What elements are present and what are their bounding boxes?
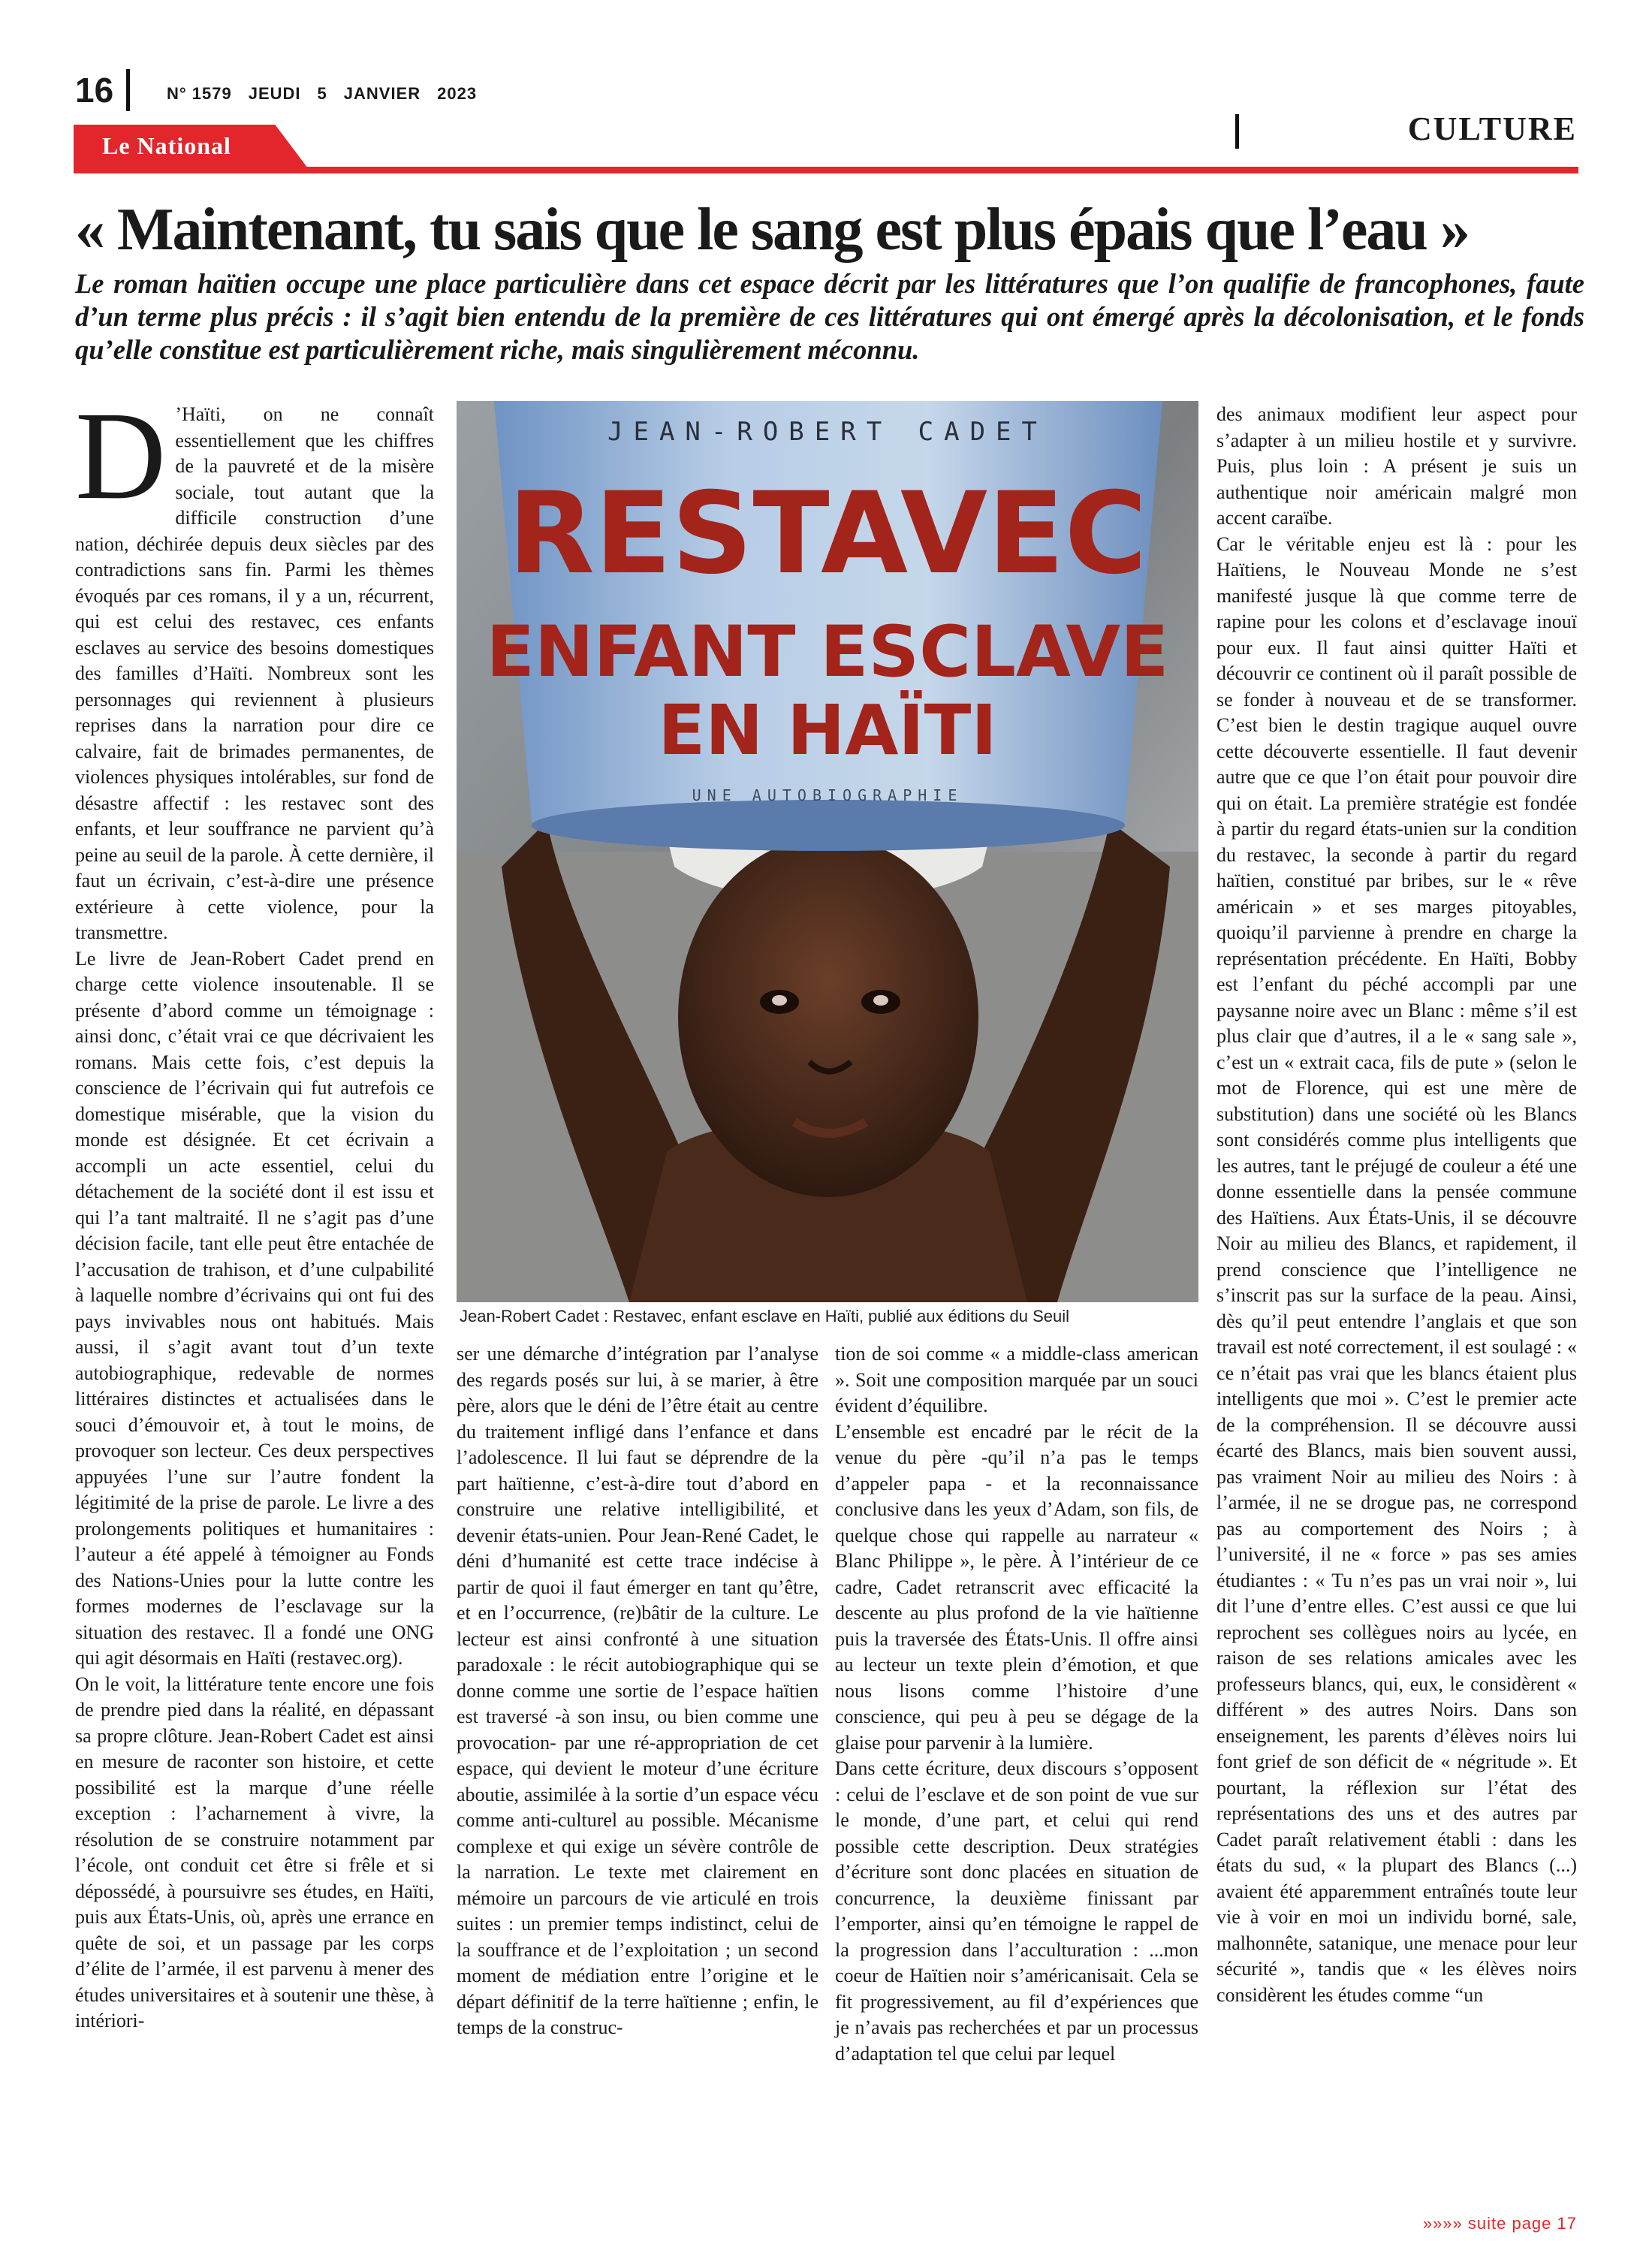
page-number-divider (126, 69, 130, 111)
continued-link[interactable]: »»»» suite page 17 (1422, 2214, 1577, 2233)
article-paragraph: Car le véritable enjeu est là : pour les Haïtiens, le Nouveau Monde ne s’est manifesté jusque là que comme terre de rapine pour les colons et d’esclavage inouï pour eux. Il faut ainsi quitter Haïti et découvrir ce continent où il paraît possible de se fonder à nouveau et de se transformer. C’est bien le destin tragique auquel ouvre cette découverte essentielle. Il faut devenir autre que ce que l’on était pour pouvoir dire qui on était. La première stratégie est fondée à partir du regard états-unien sur la condition du restavec, la seconde à partir du regard haïtien, constitué par bribes, sur le « rêve américain » et ses marges pitoyables, quoiqu’il parvienne à prendre en charge la représentation précédente. En Haïti, Bobby est l’enfant du péché accompli par une paysanne noire avec un Blanc : même s’il est plus clair que d’autres, il a le « sang sale », c’est un « extrait caca, fils de pute » (selon le mot de Florence, qui est une mère de substitution) dans une société où les Blancs sont considérés comme plus intelligents que les autres, tant le préjugé de couleur a été une donne essentielle dans la pensée commune des Haïtiens. Aux États-Unis, il se découvre Noir au milieu des Blancs, et rapidement, il prend conscience que l’intelligence ne s’inscrit pas sur la surface de la peau. Ainsi, dès qu’il peut entendre l’anglais et que son travail est noté correctement, il est soulagé : « ce n’était pas vrai que les blancs étaient plus intelligents que moi ». C’est le premier acte de la compréhension. Il se découvre aussi écarté des Blancs, mais bien souvent aussi, pas vraiment Noir au milieu des Noirs : à l’armée, il ne se drogue pas, ne correspond pas au comportement des Noirs ; à l’université, il ne « force » pas ses amies étudiantes : « Tu n’es pas un vrai noir », lui dit l’une d’entre elles. C’est aussi ce que lui reprochent ses collègues noirs au lycée, en raison de ses relations amicales avec les professeurs blancs, qui, eux, le considèrent « différent » des autres Noirs. Dans son enseignement, les parents d’élèves noirs lui font grief de son déficit de « négritude ». Et pourtant, la réflexion sur l’état des représentations des uns et des autres par Cadet paraît relativement établi : dans les états du sud, « la plupart des Blancs (...) avaient été apparemment entraînés toute leur vie à voir en moi un individu borné, sale, malhonnête, satanique, une menace pour leur sécurité », tandis que « les élèves noirs considèrent les études comme “un (1216, 532, 1577, 2006)
issue-day: JEUDI (248, 84, 301, 103)
article-paragraph: Le livre de Jean-Robert Cadet prend en charge cette violence insoutenable. Il se présente d’abord comme un témoignage : ainsi donc, c’était vrai ce que décrivaient les romans. Mais cette fois, c’est depuis la conscience de l’écrivain qui fut autrefois ce domestique misérable, que la vision du monde est désignée. Et cet écrivain a accompli un acte essentiel, celui du détachement de la société dont il est issu et qui l’a tant maltraité. Il ne s’agit pas d’une décision facile, tant elle peut être entachée de l’accusation de trahison, et d’une culpabilité à laquelle nombre d’écrivains qui ont fui des pays invivables nous ont habitués. Mais aussi, il s’agit avant tout d’un texte autobiographique, redevable de normes littéraires distinctes et actualisées dans le souci d’émouvoir et, à tout le moins, de provoquer son lecteur. Ces deux perspectives appuyées l’une sur l’autre fondent la légitimité de la prise de parole. Le livre a des prolongements politiques et humanitaires : l’auteur a été appelé à témoigner au Fonds des Nations-Unies pour la lutte contre les formes modernes de l’esclavage sur la situation des restavec. Il a fondé une ONG qui agit désormais en Haïti (restavec.org). (75, 947, 434, 1669)
issue-info (167, 84, 493, 104)
book-cover-photo (457, 401, 1198, 1302)
book-title-line-1: RESTAVEC (508, 469, 1147, 599)
brand-name: Le National (102, 132, 231, 159)
book-subtitle: UNE AUTOBIOGRAPHIE (692, 786, 963, 804)
article-column-2 (457, 1341, 818, 2041)
photo-caption: Jean-Robert Cadet : Restavec, enfant esclave en Haïti, publié aux éditions du Seuil (460, 1307, 1070, 1326)
section-divider (1235, 114, 1239, 149)
article-paragraph: Dans cette écriture, deux discours s’opposent : celui de l’esclave et de son point de vue sur le monde, d’une part, et celui qui rend possible cette description. Deux stratégies d’écriture sont donc placées en situation de concurrence, la deuxième finissant par l’emporter, ainsi qu’en témoigne le rappel de la progression dans l’acculturation : ...mon coeur de Haïtien noir s’américanisait. Cela se fit progressivement, au fil d’expériences que je n’avais pas recherchées et par un processus d’adaptation tel que celui par lequel (835, 1757, 1198, 2064)
dropcap: D (75, 386, 167, 526)
article-paragraph: D ’Haïti, on ne connaît essentiellement que les chiffres de la pauvreté et de la misère sociale, tout autant que la difficile construction d’une nation, déchirée depuis deux siècles par des contradictions sans fin. Parmi les thèmes évoqués par ces romans, il y a un, récurrent, qui est celui des restavec, ces enfants esclaves au service des besoins domestiques des familles d’Haïti. Nombreux sont les personnages qui reviennent à plusieurs reprises dans la narration pour dire ce calvaire, fait de brimades permanentes, de violences physiques intolérables, sur fond de désastre affectif : les restavec sont des enfants, et leur souffrance ne parvient qu’à peine au seuil de la parole. À cette dernière, il faut un écrivain, c’est-à-dire une présence extérieure à cette violence, pour la transmettre. (75, 386, 434, 943)
section-name: CULTURE (1407, 110, 1577, 147)
article-paragraph: ser une démarche d’intégration par l’analyse des regards posés sur lui, à se marier, à être père, alors que le déni de l’être était au centre du traitement infligé dans l’enfance et dans l’adolescence. Il lui faut se déprendre de la part haïtienne, c’est-à-dire tout d’abord en construire une relative intelligibilité, et devenir états-unien. Pour Jean-René Cadet, le déni d’humanité est cette trace indécise à partir de quoi il faut émerger en tant qu’être, et en l’occurrence, (re)bâtir de la culture. Le lecteur est ainsi confronté à une situation paradoxale : le récit autobiographique qui se donne comme une sortie de l’espace haïtien est traversé -à son insu, ou bien comme une provocation- par une ré-appropriation de cet espace, qui devient le moteur d’une écriture aboutie, assimilée à la sortie d’un espace vécu comme anti-culturel au possible. Mécanisme complexe et qui exige un sévère contrôle de la narration. Le texte met clairement en mémoire un parcours de vie articulé en trois suites : un premier temps indistinct, celui de la souffrance et de l’exploitation ; un second moment de médiation entre l’origine et le départ définitif de la terre haïtienne ; enfin, le temps de la construc- (457, 1343, 818, 2038)
article-title: « Maintenant, tu sais que le sang est plus épais que l’eau » (75, 197, 1469, 263)
page-number: 16 (75, 71, 114, 110)
book-author: JEAN-ROBERT CADET (607, 417, 1048, 447)
header-rule (74, 167, 1578, 173)
book-title-line-3: EN HAÏTI (658, 690, 997, 771)
article-column-1 (75, 386, 434, 2034)
issue-date-num: 5 (317, 84, 327, 103)
article-column-3 (835, 1341, 1198, 2067)
article-paragraph: tion de soi comme « a middle-class american ». Soit une composition marquée par un souci évident d’équilibre. (835, 1343, 1198, 1416)
issue-month: JANVIER (343, 84, 421, 103)
article-lead: Le roman haïtien occupe une place particulière dans cet espace décrit par les littératures que l’on qualifie de francophones, faute d’un terme plus précis : il s’agit bien entendu de la première de ces littératures qui ont émergé après la décolonisation, et le fonds qu’elle constitue est particulièrement riche, mais singulièrement méconnu. (75, 268, 1584, 365)
article-column-4 (1216, 402, 1577, 2008)
article-paragraph: On le voit, la littérature tente encore une fois de prendre pied dans la réalité, en dépassant sa propre clôture. Jean-Robert Cadet est ainsi en mesure de raconter son histoire, et cette possibilité est la marque d’une réelle exception : l’acharnement à vivre, la résolution de se construire notamment par l’école, ont conduit cet être si frêle et si dépossédé, à poursuivre ses études, en Haïti, puis aux États-Unis, où, après une errance en quête de soi, et un passage par les corps d’élite de l’armée, il est parvenu à mener des études universitaires et à soutenir une thèse, à intériori- (75, 1672, 434, 2031)
issue-number: N° 1579 (167, 84, 232, 103)
issue-year: 2023 (437, 84, 478, 103)
book-title-line-2: ENFANT ESCLAVE (486, 611, 1169, 693)
article-paragraph: L’ensemble est encadré par le récit de la venue du père -qu’il n’a pas le temps d’appeler papa - et la reconnaissance conclusive dans les yeux d’Adam, son fils, de quelque chose qui rappelle au narrateur « Blanc Philippe », le père. À l’intérieur de ce cadre, Cadet retranscrit avec efficacité la descente au plus profond de la vie haïtienne puis la traversée des États-Unis. Il offre ainsi au lecteur un texte plein d’émotion, et que nous lisons comme l’histoire d’une conscience, qui peu à peu se dégage de la glaise pour parvenir à la lumière. (835, 1420, 1198, 1754)
article-paragraph: des animaux modifient leur aspect pour s’adapter à un milieu hostile et y survivre. Puis, plus loin : A présent je suis un authentique noir américain malgré mon accent caraïbe. (1216, 403, 1577, 529)
